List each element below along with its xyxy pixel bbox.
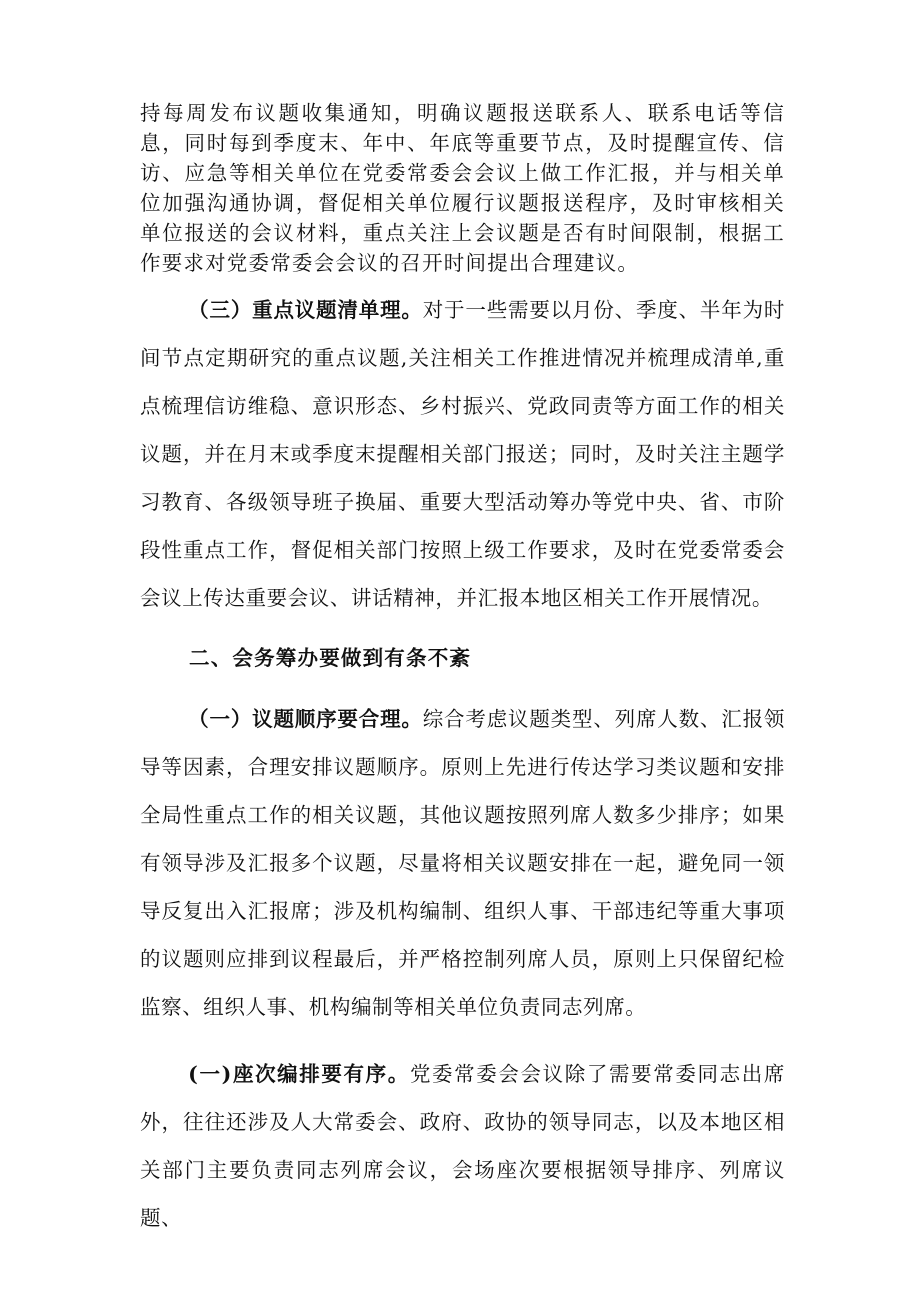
paragraph-continued: 持每周发布议题收集通知，明确议题报送联系人、联系电话等信息，同时每到季度末、年中、年底等重要节点，及时提醒宣传、信访、应急等相关单位在党委常委会会议上做工作汇报，并与相关单位加强沟通协调，督促相关单位履行议题报送程序，及时审核相关单位报送的会议材料，重点关注上会议题是否有时间限制，根据工作要求对党委常委会会议的召开时间提出合理建议。	[140, 101, 785, 275]
paragraph-item-two	[140, 1050, 785, 1242]
section-three-lead: （三）重点议题清单理。	[188, 298, 423, 322]
item-one-lead: （一）议题顺序要合理。	[188, 707, 423, 731]
item-two-lead: (一)座次编排要有序。	[188, 1062, 410, 1086]
item-one-body: 综合考虑议题类型、列席人数、汇报领导等因素，合理安排议题顺序。原则上先进行传达学习类议题和安排全局性重点工作的相关议题，其他议题按照列席人数多少排序；如果有领导涉及汇报多个议题，尽量将相关议题安排在一起，避免同一领导反复出入汇报席；涉及机构编制、组织人事、干部违纪等重大事项的议题则应排到议程最后，并严格控制列席人员，原则上只保留纪检监察、组织人事、机构编制等相关单位负责同志列席。	[140, 707, 785, 1019]
section-heading-two: 二、会务筹办要做到有条不紊	[189, 646, 472, 670]
item-two-body: 党委常委会会议除了需要常委同志出席外，往往还涉及人大常委会、政府、政协的领导同志，以及本地区相关部门主要负责同志列席会议，会场座次要根据领导排序、列席议题、	[140, 1062, 786, 1230]
paragraph-item-one	[140, 695, 785, 1031]
section-three-body: 对于一些需要以月份、季度、半年为时间节点定期研究的重点议题,关注相关工作推进情况并梳理成清单,重点梳理信访维稳、意识形态、乡村振兴、党政同责等方面工作的相关议题，并在月末或季度末提醒相关部门报送；同时，及时关注主题学习教育、各级领导班子换届、重要大型活动筹办等党中央、省、市阶段性重点工作，督促相关部门按照上级工作要求，及时在党委常委会会议上传达重要会议、讲话精神，并汇报本地区相关工作开展情况。	[140, 298, 785, 610]
paragraph-section-three	[140, 286, 785, 622]
